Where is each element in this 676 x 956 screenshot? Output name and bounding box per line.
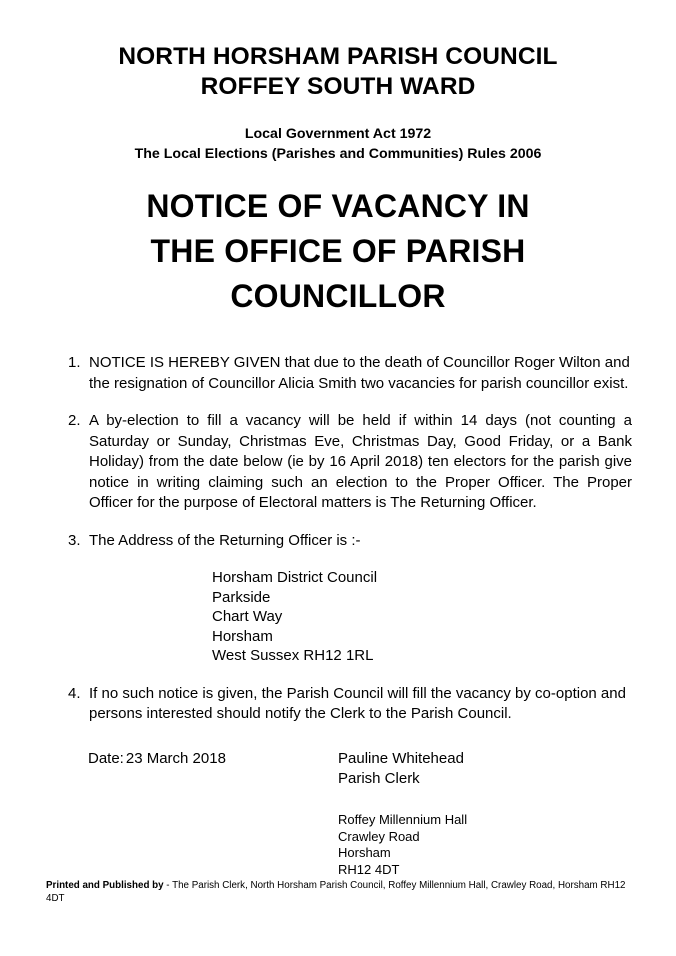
footer-lead: Printed and Published by (46, 880, 164, 891)
clause-list (0, 353, 676, 725)
returning-officer-address-line-2: Parkside (212, 588, 271, 606)
legislation-block (0, 124, 676, 164)
clause-number-4: 4. (68, 684, 81, 702)
signer-name: Pauline Whitehead (338, 749, 464, 767)
clerk-address-line-2: Crawley Road (338, 828, 420, 844)
council-name-line1: NORTH HORSHAM PARISH COUNCIL (118, 43, 558, 70)
clerk-address-line-1: Roffey Millennium Hall (338, 812, 468, 827)
clause-item-3 (68, 531, 632, 552)
date-group (88, 749, 226, 769)
page-title-line3: COUNCILLOR (230, 278, 446, 314)
clause-text-2: A by-election to fill a vacancy will be held if within 14 days (not counting a Saturday or Sunday, Christmas Eve, Christmas Day, Good Friday, or a Bank Holiday) from the date below (ie by 16 April 2018) ten electors for the parish give notice in writing claiming such an election to the Proper Officer. The Proper Officer for the purpose of Electoral matters is The Returning Officer. (89, 412, 632, 511)
footer-imprint (46, 879, 640, 905)
footer-rest: - The Parish Clerk, North Horsham Parish Council, Roffey Millennium Hall, Crawley Road, Horsham RH12 4DT (46, 880, 626, 904)
clause-text-3: The Address of the Returning Officer is :- (89, 531, 361, 549)
clause-item-1 (68, 353, 632, 394)
clause-item-2 (68, 411, 632, 514)
returning-officer-address-line-4: Horsham (212, 627, 273, 645)
page-title-line2: THE OFFICE OF PARISH (150, 233, 526, 269)
signer-block (338, 749, 464, 789)
clause-text-4: If no such notice is given, the Parish Council will fill the vacancy by co-option and persons interested should notify the Clerk to the Parish Council. (89, 684, 626, 722)
returning-officer-address-line-1: Horsham District Council (212, 569, 378, 586)
returning-officer-address-line-3: Chart Way (212, 608, 283, 625)
date-value: 23 March 2018 (125, 749, 226, 767)
clause-number-2: 2. (68, 412, 81, 429)
page-title-line1: NOTICE OF VACANCY IN (146, 188, 530, 224)
clause-number-3: 3. (68, 531, 81, 549)
clerk-address-line-3: Horsham (338, 845, 391, 860)
clause-item-4 (68, 684, 632, 725)
clerk-address-line-4: RH12 4DT (338, 861, 400, 877)
returning-officer-address (212, 568, 676, 666)
council-heading (0, 0, 676, 102)
page-title (0, 184, 676, 319)
clause-number-1: 1. (68, 354, 81, 371)
legislation-line1: Local Government Act 1972 (244, 126, 432, 142)
legislation-line2: The Local Elections (Parishes and Communities) Rules 2006 (134, 146, 542, 162)
date-label: Date: (88, 749, 124, 767)
clerk-address (338, 812, 467, 878)
signer-title: Parish Clerk (338, 769, 420, 787)
clause-text-1: NOTICE IS HEREBY GIVEN that due to the death of Councillor Roger Wilton and the resignation of Councillor Alicia Smith two vacancies for parish councillor exist. (89, 354, 630, 392)
returning-officer-address-line-5: West Sussex RH12 1RL (212, 647, 374, 664)
council-name-line2: ROFFEY SOUTH WARD (200, 73, 476, 100)
signature-row (0, 749, 676, 789)
